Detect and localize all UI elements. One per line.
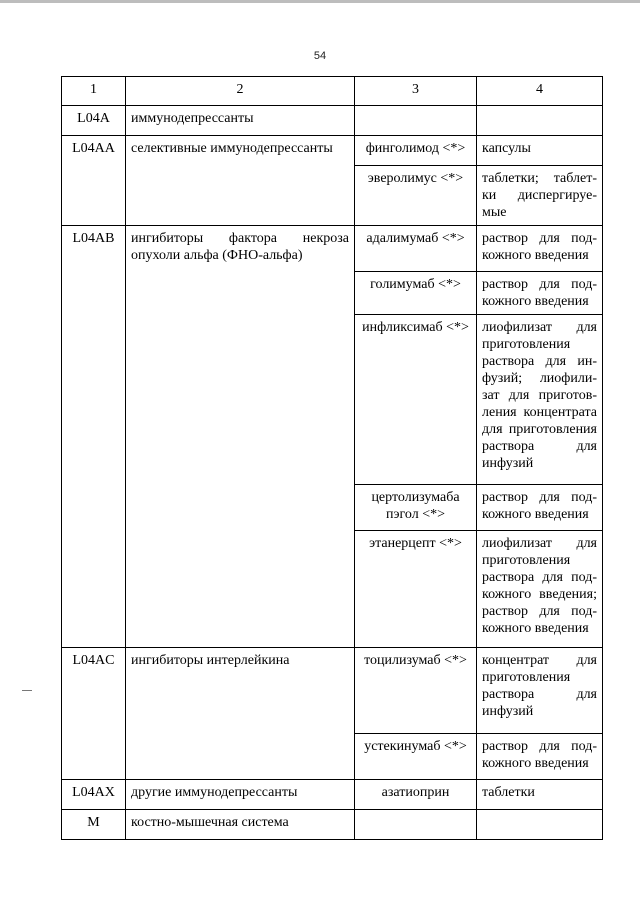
header-cell: 4 [477, 77, 603, 106]
drug-name-cell: голимумаб <*> [355, 272, 477, 315]
group-name-cell: ингибиторы интерлейкина [126, 648, 355, 780]
header-cell: 3 [355, 77, 477, 106]
drug-name-cell: эверолимус <*> [355, 166, 477, 226]
dosage-form-line: ки диспергируе- [482, 188, 597, 203]
atc-code-cell: L04AX [62, 780, 126, 810]
group-name-cell: другие иммунодепрессанты [126, 780, 355, 810]
dosage-form-cell [477, 272, 603, 315]
dosage-form-line: ления концентрата [482, 405, 597, 420]
table-row [62, 106, 603, 136]
dosage-form-cell [477, 136, 603, 166]
dosage-form-line: раствора для [482, 439, 597, 454]
group-name-cell: иммунодепрессанты [126, 106, 355, 136]
dosage-form-line: лиофилизат для [482, 536, 597, 551]
dosage-form-line: кожного введения [482, 294, 589, 309]
table-body [62, 77, 603, 840]
dosage-form-line: раствор для под- [482, 277, 597, 292]
atc-code-cell: L04AB [62, 226, 126, 648]
drug-name-cell: финголимод <*> [355, 136, 477, 166]
header-cell: 2 [126, 77, 355, 106]
dosage-form-line: раствор для под- [482, 604, 597, 619]
top-scan-rule [0, 0, 640, 3]
dosage-form-line: инфузий [482, 456, 534, 471]
header-row [62, 77, 603, 106]
drug-name-cell: этанерцепт <*> [355, 531, 477, 648]
drug-name-cell: тоцилизумаб <*> [355, 648, 477, 734]
table-row [62, 226, 603, 272]
header-cell: 1 [62, 77, 126, 106]
dosage-form-line: капсулы [482, 141, 531, 156]
dosage-form-cell [477, 648, 603, 734]
group-name-cell: ингибиторы фактора некроза опухоли альфа (ФНО-альфа) [126, 226, 355, 648]
dosage-form-line: раствора для [482, 687, 597, 702]
dosage-form-cell [477, 531, 603, 648]
dosage-form-cell [477, 315, 603, 485]
dosage-form-line: приготовления [482, 337, 571, 352]
dosage-form-line: концентрат для [482, 653, 597, 668]
dosage-form-line: приготовления [482, 553, 571, 568]
drug-name-cell [355, 106, 477, 136]
dosage-form-line: кожного введения; [482, 587, 597, 602]
atc-code-cell: L04AC [62, 648, 126, 780]
dosage-form-line: таблетки [482, 785, 535, 800]
atc-code-cell: L04A [62, 106, 126, 136]
dosage-form-cell [477, 780, 603, 810]
drug-name-cell: устекинумаб <*> [355, 734, 477, 780]
dosage-form-line: фузий; лиофили- [482, 371, 597, 386]
dosage-form-line: приготовления [482, 670, 571, 685]
table-row [62, 810, 603, 840]
dosage-form-cell [477, 166, 603, 226]
drug-name-cell: инфликсимаб <*> [355, 315, 477, 485]
dosage-form-line: раствор для под- [482, 739, 597, 754]
dosage-form-line: лиофилизат для [482, 320, 597, 335]
dosage-form-line: кожного введения [482, 507, 589, 522]
atc-code-cell: M [62, 810, 126, 840]
dosage-form-line: раствора для под- [482, 570, 597, 585]
dosage-form-cell [477, 734, 603, 780]
dosage-form-line: инфузий [482, 704, 534, 719]
dosage-form-line: раствора для ин- [482, 354, 597, 369]
dosage-form-line: зат для приготов- [482, 388, 597, 403]
group-name-cell: селективные иммунодепрессанты [126, 136, 355, 226]
table-row [62, 648, 603, 734]
group-name-cell: костно-мышечная система [126, 810, 355, 840]
dosage-form-line: раствор для под- [482, 231, 597, 246]
drug-name-cell [355, 810, 477, 840]
drug-table [61, 76, 603, 840]
drug-name-cell: азатиоприн [355, 780, 477, 810]
table-row [62, 780, 603, 810]
dosage-form-line: кожного введения [482, 248, 589, 263]
dosage-form-line: кожного введения [482, 756, 589, 771]
drug-name-cell: адалимумаб <*> [355, 226, 477, 272]
dosage-form-line: таблетки; таблет- [482, 171, 597, 186]
dosage-form-line: мые [482, 205, 507, 220]
atc-code-cell: L04AA [62, 136, 126, 226]
dosage-form-cell [477, 106, 603, 136]
dosage-form-line: раствор для под- [482, 490, 597, 505]
table-row [62, 136, 603, 166]
dosage-form-cell [477, 810, 603, 840]
dosage-form-line: для приготовления [482, 422, 597, 437]
dosage-form-cell [477, 226, 603, 272]
drug-name-cell: цертолизумаба пэгол <*> [355, 485, 477, 531]
margin-mark [22, 690, 32, 691]
dosage-form-line: кожного введения [482, 621, 589, 636]
dosage-form-cell [477, 485, 603, 531]
page-number: 54 [313, 50, 327, 62]
